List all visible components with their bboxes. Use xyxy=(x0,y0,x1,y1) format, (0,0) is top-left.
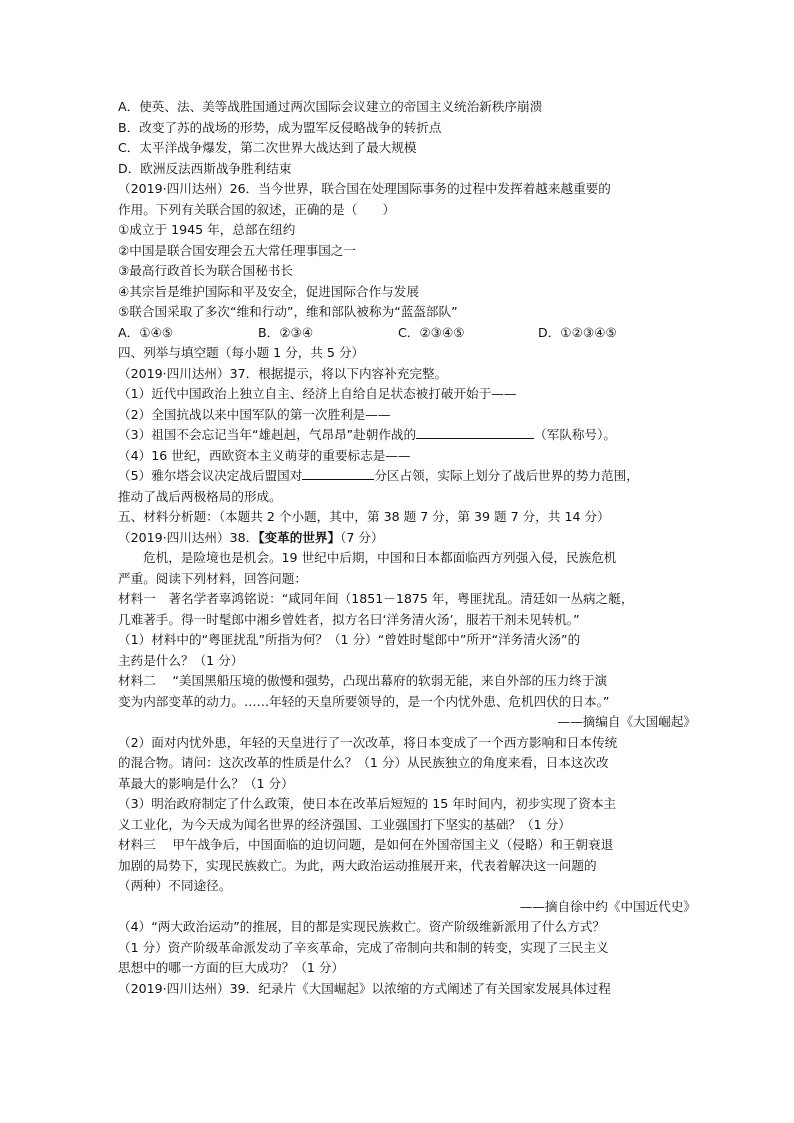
q37-blank-3 xyxy=(416,425,534,439)
q26-stem: （2019·四川达州）26．当今世界，联合国在处理国际事务的过程中发挥着越来越重要的 xyxy=(118,181,611,196)
material-3-cont: 加剧的局势下，实现民族救亡。为此，两大政治运动推展开来，代表着解决这一问题的 xyxy=(118,857,597,873)
q38-sub-1-cont: 主药是什么？（1 分） xyxy=(118,652,244,668)
q38-sub-1: （1）材料中的“粤匪扰乱”所指为何？（1 分）“曾姓时髦郎中”所开“洋务清火汤”的 xyxy=(118,632,581,647)
q26-item-2: ②中国是联合国安理会五大常任理事国之一 xyxy=(118,242,356,258)
q38-sub-2-cont: 的混合物。请问：这次改革的性质是什么？（1 分）从民族独立的角度来看，日本这次改 xyxy=(118,755,609,770)
q37-item-3 xyxy=(118,425,696,446)
q25-option-c: C．太平洋战争爆发，第二次世界大战达到了最大规模 xyxy=(118,140,417,155)
q39-stem: （2019·四川达州）39．纪录片《大国崛起》以浓缩的方式阐述了有关国家发展具体过程 xyxy=(118,980,611,996)
material-3-cont2: （两种）不同途径。 xyxy=(118,878,232,893)
q37-item-5-suffix: 分区占领，实际上划分了战后世界的势力范围， xyxy=(374,468,639,483)
q26-stem-cont: 作用。下列有关联合国的叙述，正确的是（ ） xyxy=(118,201,396,217)
q38-sub-5: （1 分）资产阶级革命派发动了辛亥革命，完成了帝制向共和制的转变，实现了三民主义 xyxy=(118,939,609,955)
q38-sub-3: （3）明治政府制定了什么政策，使日本在改革后短短的 15 年时间内，初步实现了资本主 xyxy=(118,796,617,811)
q38-sub-5-cont: 思想中的哪一方面的巨大成功？（1 分） xyxy=(118,960,345,975)
q38-score: （7 分） xyxy=(340,529,384,545)
q38-sub-2-cont2: 革最大的影响是什么？（1 分） xyxy=(118,775,294,791)
section-4-title: 四、列举与填空题（每小题 1 分，共 5 分） xyxy=(118,345,365,360)
q37-item-5-text: （5）雅尔塔会议决定战后盟国对 xyxy=(118,468,303,483)
material-3: 材料三 甲午战争后，中国面临的迫切问题，是如何在外国帝国主义（侵略）和王朝衰退 xyxy=(118,837,614,852)
q38-intro-cont: 严重。阅读下列材料，回答问题： xyxy=(118,570,307,586)
q38-stem xyxy=(118,528,696,549)
q26-item-1: ①成立于 1945 年，总部在纽约 xyxy=(118,222,296,237)
q37-item-2: （2）全国抗战以来中国军队的第一次胜利是—— xyxy=(118,406,391,422)
document-body xyxy=(118,97,696,999)
q26-options xyxy=(118,323,696,344)
q37-blank-5 xyxy=(302,466,374,480)
q38-sub-2: （2）面对内忧外患，年轻的天皇进行了一次改革，将日本变成了一个西方影响和日本传统 xyxy=(118,734,618,750)
q26-option-b: B．②③④ xyxy=(258,324,314,340)
q26-item-4: ④其宗旨是维护国际和平及安全，促进国际合作与发展 xyxy=(118,283,419,299)
q37-stem: （2019·四川达州）37．根据提示，将以下内容补充完整。 xyxy=(118,365,448,381)
q37-item-1: （1）近代中国政治上独立自主、经济上自给自足状态被打破开始于—— xyxy=(118,386,517,401)
q38-sub-4: （4）“两大政治运动”的推展，目的都是实现民族救亡。资产阶级维新派用了什么方式？ xyxy=(118,919,606,934)
q38-sub-3-cont: 义工业化，为今天成为闻名世界的经济强国、工业强国打下坚实的基础？（1 分） xyxy=(118,816,571,832)
q37-item-3-suffix: （军队称号）。 xyxy=(534,427,616,442)
material-1: 材料一 著名学者辜鸿铭说：“咸同年间（1851－1875 年，粤匪扰乱。清廷如一丛病之艇， xyxy=(118,591,634,606)
q38-theme: 【变革的世界】 xyxy=(258,529,341,545)
material-2-source: ——摘编自《大国崛起》 xyxy=(557,714,696,729)
q26-option-d: D．①②③④⑤ xyxy=(538,324,617,340)
q37-item-5 xyxy=(118,466,696,487)
q26-item-3: ③最高行政首长为联合国秘书长 xyxy=(118,263,294,278)
material-1-cont: 几难著手。得一时髦郎中湘乡曾姓者，拟方名曰‘洋务清火汤’，服若干剂未见转机。” xyxy=(118,611,580,627)
q37-item-4: （4）16 世纪，西欧资本主义萌芽的重要标志是—— xyxy=(118,447,411,463)
material-3-source: ——摘自徐中约《中国近代史》 xyxy=(519,898,696,914)
q26-option-a: A．①④⑤ xyxy=(118,324,174,340)
material-2-cont: 变为内部变革的动力。……年轻的天皇所要领导的，是一个内忧外患、危机四伏的日本。” xyxy=(118,693,610,709)
q25-option-a: A．使英、法、美等战胜国通过两次国际会议建立的帝国主义统治新秩序崩溃 xyxy=(118,99,543,114)
q38-prefix: （2019·四川达州）38． xyxy=(118,529,259,545)
q25-option-d: D．欧洲反法西斯战争胜利结束 xyxy=(118,160,292,176)
q38-intro: 危机，是险境也是机会。19 世纪中后期，中国和日本都面临西方列强入侵，民族危机 xyxy=(143,550,617,565)
material-2: 材料二 “美国黑船压境的傲慢和强势，凸现出幕府的软弱无能，来自外部的压力终于演 xyxy=(118,673,608,688)
q26-item-5: ⑤联合国采取了多次“维和行动”，维和部队被称为“蓝盔部队” xyxy=(118,304,458,319)
q26-option-c: C．②③④⑤ xyxy=(398,324,465,340)
q37-item-3-text: （3）祖国不会忘记当年“雄赳赳，气昂昂”赴朝作战的 xyxy=(118,427,417,442)
q25-option-b: B．改变了苏的战场的形势，成为盟军反侵略战争的转折点 xyxy=(118,119,442,135)
q37-item-5-cont: 推动了战后两极格局的形成。 xyxy=(118,488,282,504)
section-5-title: 五、材料分析题：（本题共 2 个小题，其中，第 38 题 7 分，第 39 题 7 分，共 14 分） xyxy=(118,509,610,524)
